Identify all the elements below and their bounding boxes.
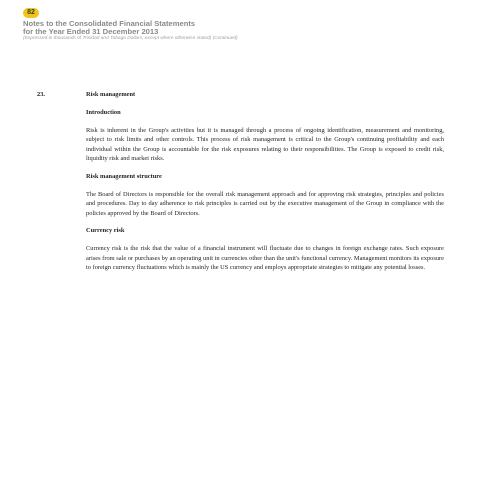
section-content <box>86 91 444 273</box>
section-number: 23. <box>37 91 45 98</box>
subsection-paragraph-introduction: Risk is inherent in the Group's activities but it is managed through a process of ongoing identification, measurement and monitoring, subject to risk limits and other controls. This process of risk management is critical to the Group's continuing profitability and each individual within the Group is accountable for the risk exposures relating to their responsibilities. The Group is exposed to credit risk, liquidity risk and market risks. <box>86 126 444 162</box>
header-title-line-2: for the Year Ended 31 December 2013 <box>23 27 159 36</box>
header-subtitle: (Expressed in thousands of Trinidad and Tobago Dollars, except where otherwise stated) (Continued) <box>23 36 238 41</box>
subsection-paragraph-risk-management-structure: The Board of Directors is responsible for the overall risk management approach and for approving risk strategies, principles and policies and procedures. Day to day adherence to risk principles is carried out by the executive management of the Group in compliance with the policies approved by the Board of Directors. <box>86 190 444 217</box>
subsection-paragraph-currency-risk: Currency risk is the risk that the value of a financial instrument will fluctuate due to changes in foreign exchange rates. Such exposure arises from sale or purchases by an operating unit in currencies other than the unit's functional currency. Management monitors its exposure to foreign currency fluctuations which is mainly the US currency and employs appropriate strategies to mitigate any potential losses. <box>86 245 444 272</box>
header-title-line-1: Notes to the Consolidated Financial Statements <box>23 19 196 28</box>
subsection-heading-currency-risk: Currency risk <box>86 227 125 235</box>
page-number-badge: 82 <box>23 8 39 18</box>
subsection-heading-risk-management-structure: Risk management structure <box>86 172 162 180</box>
subsection-heading-introduction: Introduction <box>86 108 121 116</box>
section-title: Risk management <box>86 91 136 98</box>
